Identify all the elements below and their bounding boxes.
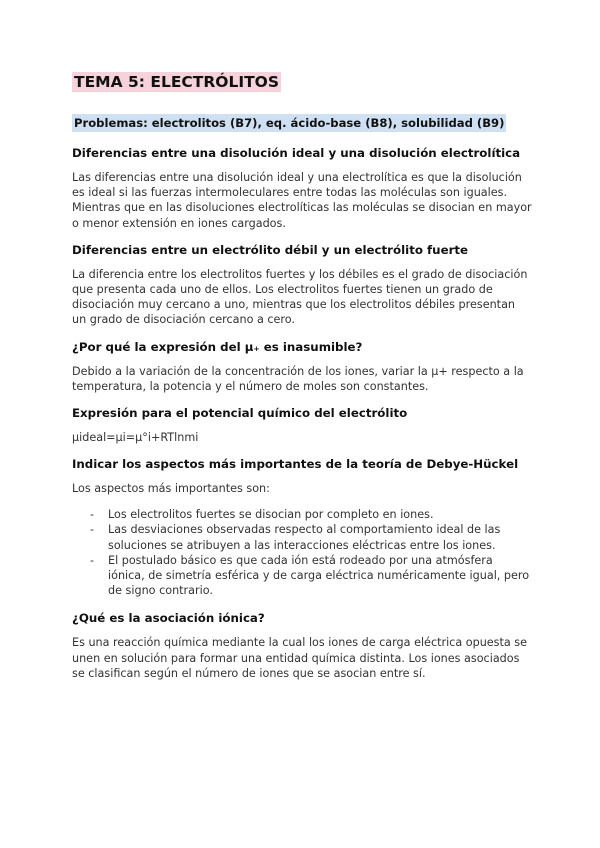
list-bullet: - (90, 553, 95, 567)
section-heading: Diferencias entre un electrólito débil y un electrólito fuerte (72, 242, 469, 257)
document-content (72, 72, 532, 692)
list-bullet: - (90, 523, 95, 537)
debye-huckel-list (72, 507, 532, 598)
list-item (72, 553, 532, 599)
section-body: Debido a la variación de la concentración de los iones, variar la μ+ respecto a la temperatura, la potencia y el número de moles son constantes. (72, 364, 524, 393)
section-mu-expression (72, 339, 532, 394)
section-ionic-association (72, 610, 532, 681)
section-ideal-vs-electrolytic (72, 145, 532, 231)
section-chemical-potential (72, 405, 532, 445)
section-weak-vs-strong (72, 242, 532, 328)
list-bullet: - (90, 508, 95, 522)
section-body: La diferencia entre los electrolitos fuertes y los débiles es el grado de disociación que presenta cada uno de ellos. Los electrolitos fuertes tienen un grado de disociación muy cercano a uno, mientras que los electrolitos débiles presentan un grado de disociación cercano a cero. (72, 267, 528, 327)
section-heading: Indicar los aspectos más importantes de la teoría de Debye-Hückel (72, 457, 519, 472)
chemical-potential-formula: μideal=μi=μ°i+RTlnmi (72, 431, 199, 445)
section-heading: ¿Qué es la asociación iónica? (72, 611, 265, 626)
list-item-text: El postulado básico es que cada ión está rodeado por una atmósfera iónica, de simetría esférica y de carga eléctrica numéricamente igual, pero de signo contrario. (108, 553, 530, 598)
problems-subtitle: Problemas: electrolitos (B7), eq. ácido-base (B8), solubilidad (B9) (74, 116, 505, 130)
section-heading: ¿Por qué la expresión del μ₊ es inasumible? (72, 339, 363, 354)
section-heading: Diferencias entre una disolución ideal y una disolución electrolítica (72, 146, 521, 160)
list-item (72, 522, 532, 552)
section-body: Las diferencias entre una disolución ideal y una electrolítica es que la disolución es ideal si las fuerzas intermoleculares entre todas las moléculas son iguales. Mientras que en las disoluciones electrolíticas las moléculas se disocian en mayor o menor extensión en iones cargados. (72, 171, 532, 230)
list-item-text: Los electrolitos fuertes se disocian por completo en iones. (108, 508, 434, 522)
page-title: TEMA 5: ELECTRÓLITOS (74, 73, 280, 91)
list-item-text: Las desviaciones observadas respecto al comportamiento ideal de las soluciones se atribuyen a las interacciones eléctricas entre los iones. (108, 523, 501, 552)
section-debye-huckel (72, 456, 532, 598)
section-body: Es una reacción química mediante la cual los iones de carga eléctrica opuesta se unen en solución para formar una entidad química distinta. Los iones asociados se clasifican según el número de iones que se asocian entre sí. (72, 636, 528, 680)
list-item (72, 507, 532, 522)
section-body: Los aspectos más importantes son: (72, 482, 270, 496)
section-heading: Expresión para el potencial químico del electrólito (72, 406, 408, 421)
